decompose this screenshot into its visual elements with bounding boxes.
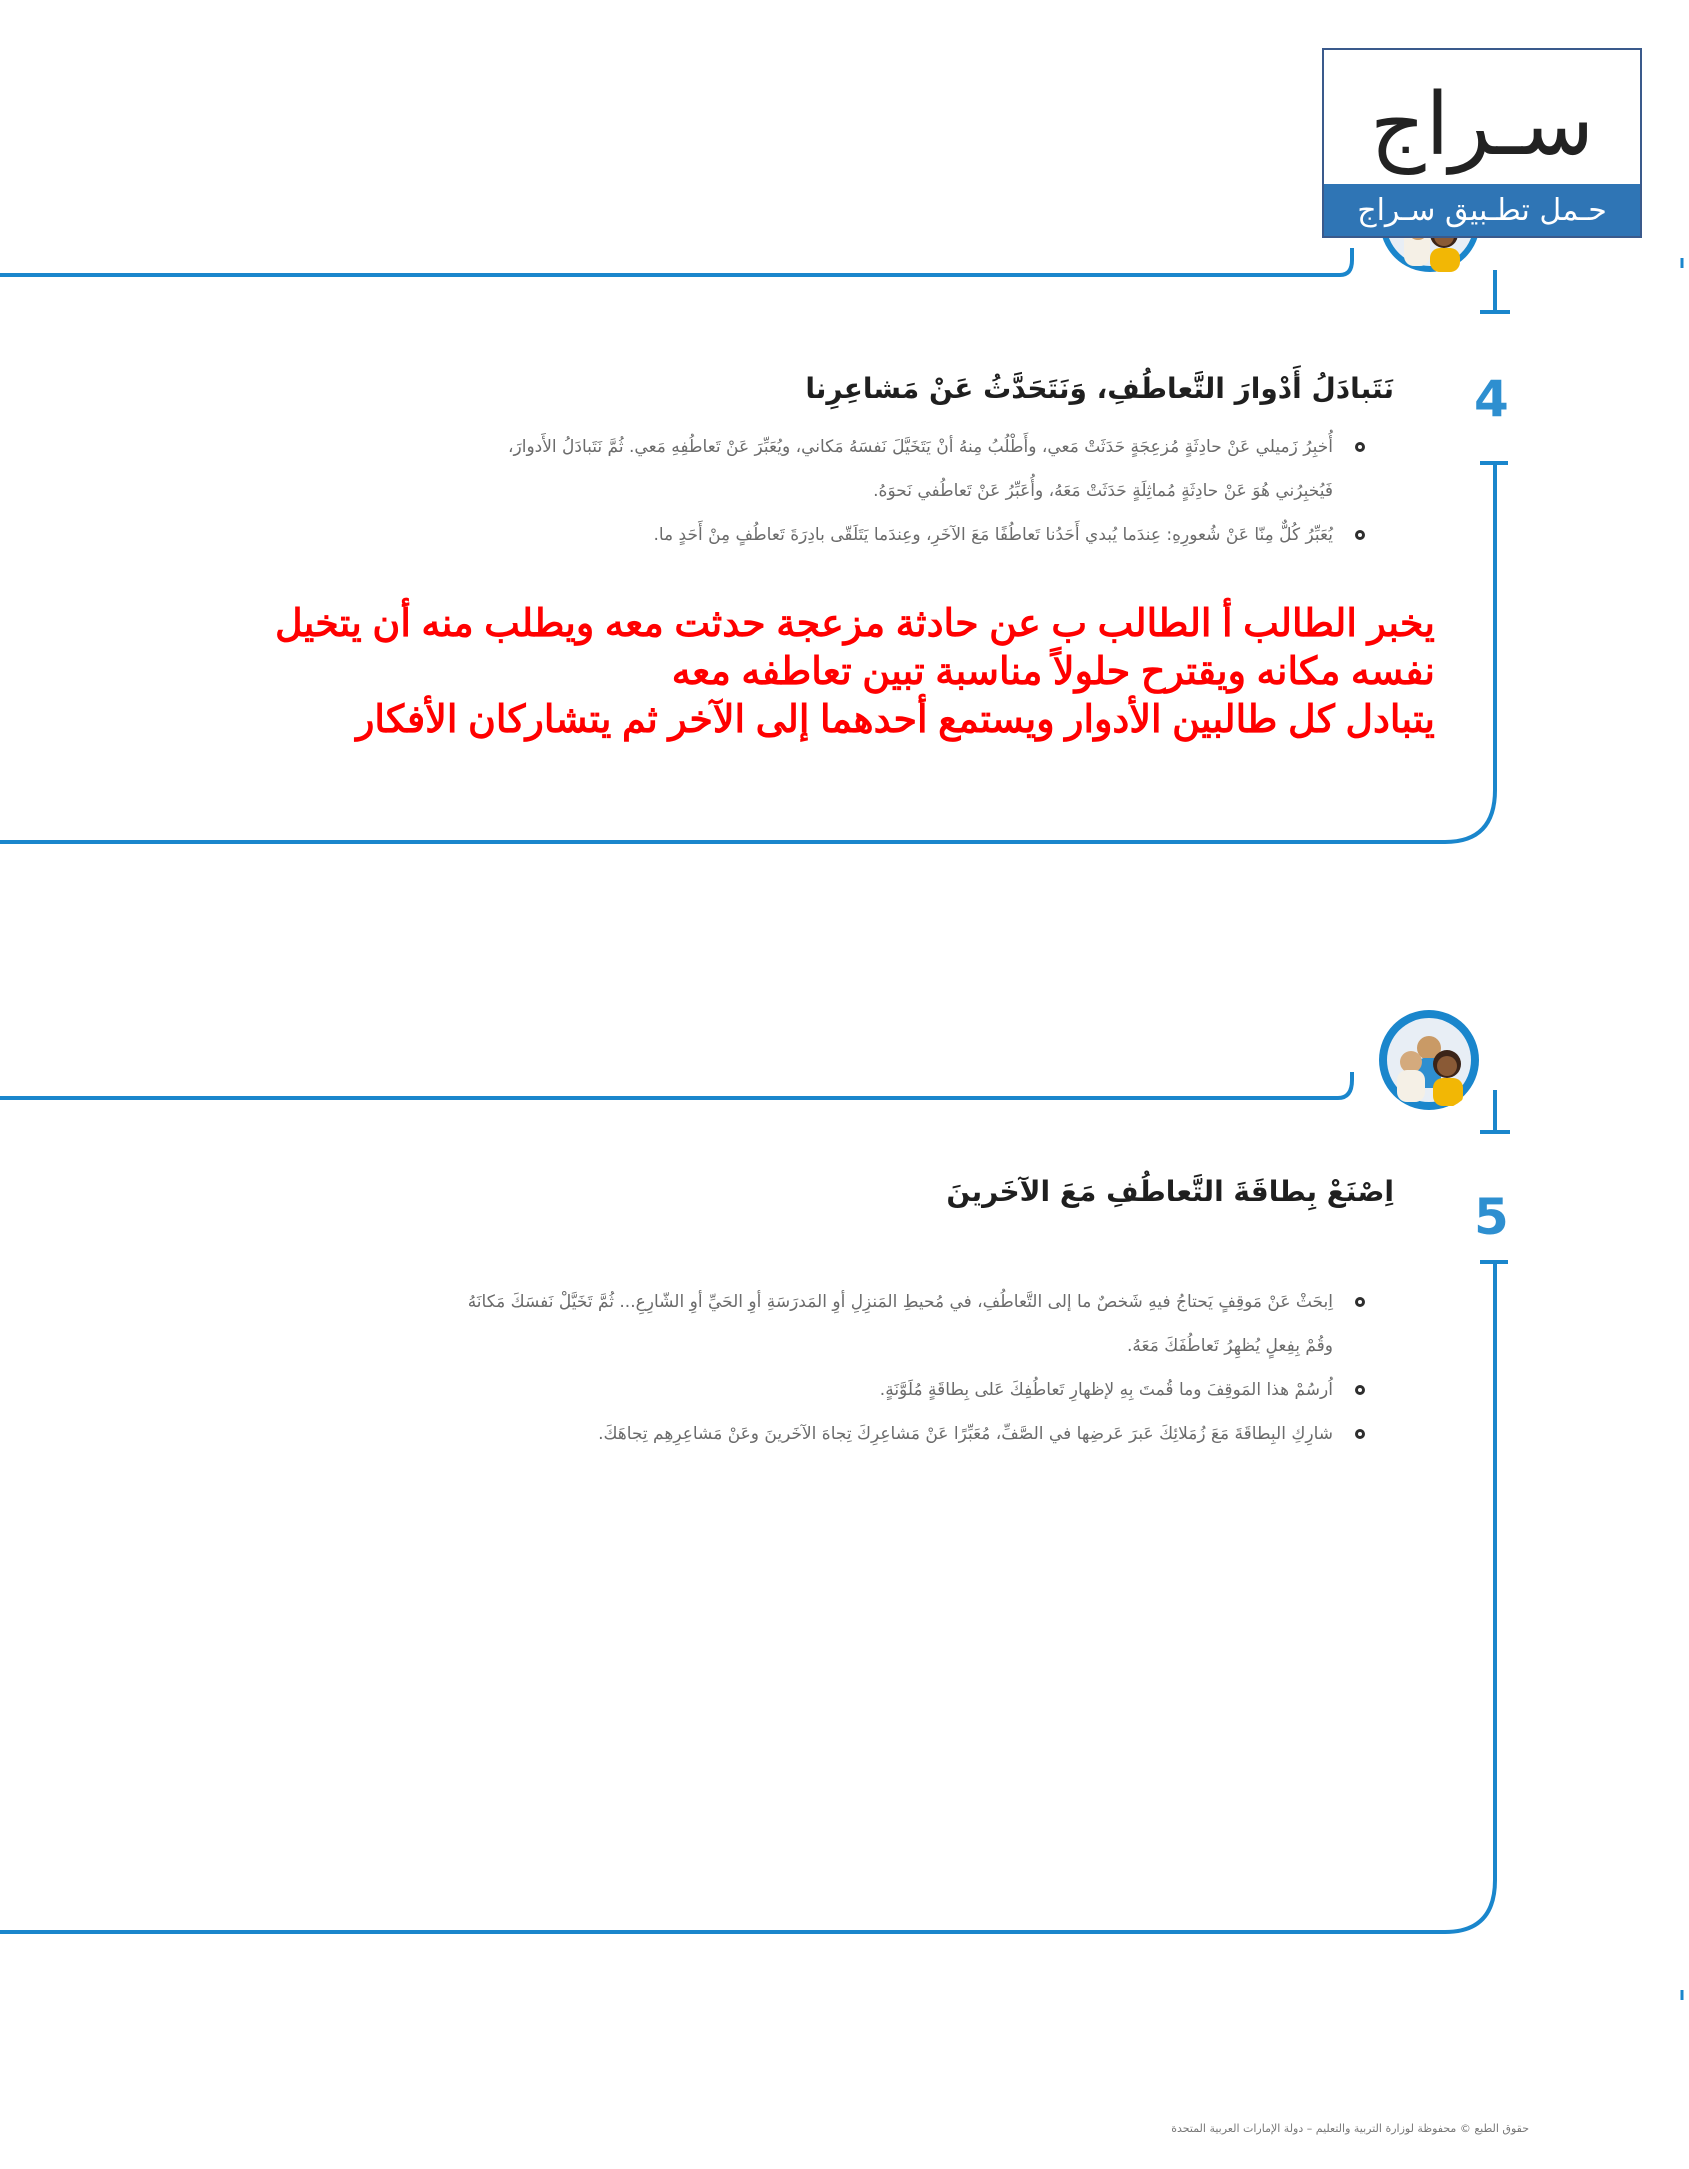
teacher-note-line: نفسه مكانه ويقترح حلولاً مناسبة تبين تعاطفه معه: [671, 651, 1435, 693]
bullet-text: أُخبِرُ زَميلي عَنْ حادِثَةٍ مُزعِجَةٍ حَدَثَتْ مَعي، وأَطْلُبُ مِنهُ أنْ يَتَخَيَّلَ نَفسَهُ مَكاني، ويُعَبِّرَ عَنْ تَعاطُفِهِ مَعي. ثُمَّ نَتَبادَلُ الأَدوارَ،: [508, 437, 1333, 457]
siraj-download-banner[interactable]: حـمل تطـبيق سـراج: [1324, 184, 1640, 236]
bullet-text: اُرسُمْ هذا المَوقِفَ وما قُمتَ بِهِ لإظهارِ تَعاطُفِكَ عَلى بِطاقَةٍ مُلَوَّنَةٍ.: [879, 1380, 1333, 1400]
teacher-note-line: يخبر الطالب أ الطالب ب عن حادثة مزعجة حدثت معه ويطلب منه أن يتخيل: [275, 603, 1435, 645]
section5-bullet-list: [141, 1280, 1371, 1456]
siraj-logo-word: سـراج: [1369, 75, 1595, 175]
section4-bullet: [261, 513, 1371, 557]
section4-top-rule: [0, 248, 1352, 275]
section4-bullet-continuation: [261, 469, 1371, 513]
section5-top-tick: [1480, 1090, 1510, 1132]
section4-number: 4: [1474, 370, 1509, 428]
section5-bullet: [141, 1412, 1371, 1456]
section5-number: 5: [1474, 1188, 1509, 1246]
section5-people-illustration: [1377, 1008, 1481, 1112]
bullet-text: وقُمْ بِفِعلٍ يُظهِرُ تَعاطُفَكَ مَعَهُ.: [1127, 1336, 1333, 1356]
section4-bullet: [261, 425, 1371, 469]
bullet-text: شارِكِ البِطاقَةَ مَعَ زُمَلائِكَ عَبرَ عَرضِها في الصَّفِّ، مُعَبِّرًا عَنْ مَشاعِرِكَ تِجاهَ الآخَرينَ وعَنْ مَشاعِرِهِم تِجاهَكَ.: [598, 1424, 1333, 1444]
section4-top-tick: [1480, 270, 1510, 312]
section5-bullet-continuation: [141, 1324, 1371, 1368]
bullet-text: فَيُخبِرُني هُوَ عَنْ حادِثَةٍ مُماثِلَةٍ حَدَثَتْ مَعَهُ، وأُعَبِّرُ عَنْ تَعاطُفي نَحوَهُ.: [873, 481, 1333, 501]
section5-bullet: [141, 1368, 1371, 1412]
section4-title: نَتَبادَلُ أَدْوارَ التَّعاطُفِ، وَنَتَحَدَّثُ عَنْ مَشاعِرِنا: [805, 372, 1394, 405]
copyright-footer: حقوق الطبع © محفوظة لوزارة التربية والتعليم – دولة الإمارات العربية المتحدة: [1171, 2122, 1529, 2135]
section5-top-rule: [0, 1072, 1352, 1098]
teacher-note-line: يتبادل كل طالبين الأدوار ويستمع أحدهما إلى الآخر ثم يتشاركان الأفكار: [356, 699, 1435, 741]
siraj-logo[interactable]: [1322, 48, 1642, 238]
teacher-note: [275, 600, 1435, 744]
bullet-text: اِبحَثْ عَنْ مَوقِفٍ يَحتاجُ فيهِ شَخصٌ ما إلى التَّعاطُفِ، في مُحيطِ المَنزِلِ أوِ المَدرَسَةِ أوِ الحَيِّ أوِ الشّارِعِ... ثُمَّ تَخَيَّلْ نَفسَكَ مَكانَهُ: [467, 1292, 1333, 1312]
bullet-text: يُعَبِّرُ كُلٌّ مِنّا عَنْ شُعورِهِ: عِندَما يُبدي أَحَدُنا تَعاطُفًا مَعَ الآخَرِ، وعِندَما يَتَلَقّى بادِرَةَ تَعاطُفٍ مِنْ أَحَدٍ ما.: [653, 525, 1333, 545]
section4-bullet-list: [261, 425, 1371, 557]
section5-title: اِصْنَعْ بِطاقَةَ التَّعاطُفِ مَعَ الآخَرينَ: [946, 1175, 1394, 1208]
section5-bullet: [141, 1280, 1371, 1324]
